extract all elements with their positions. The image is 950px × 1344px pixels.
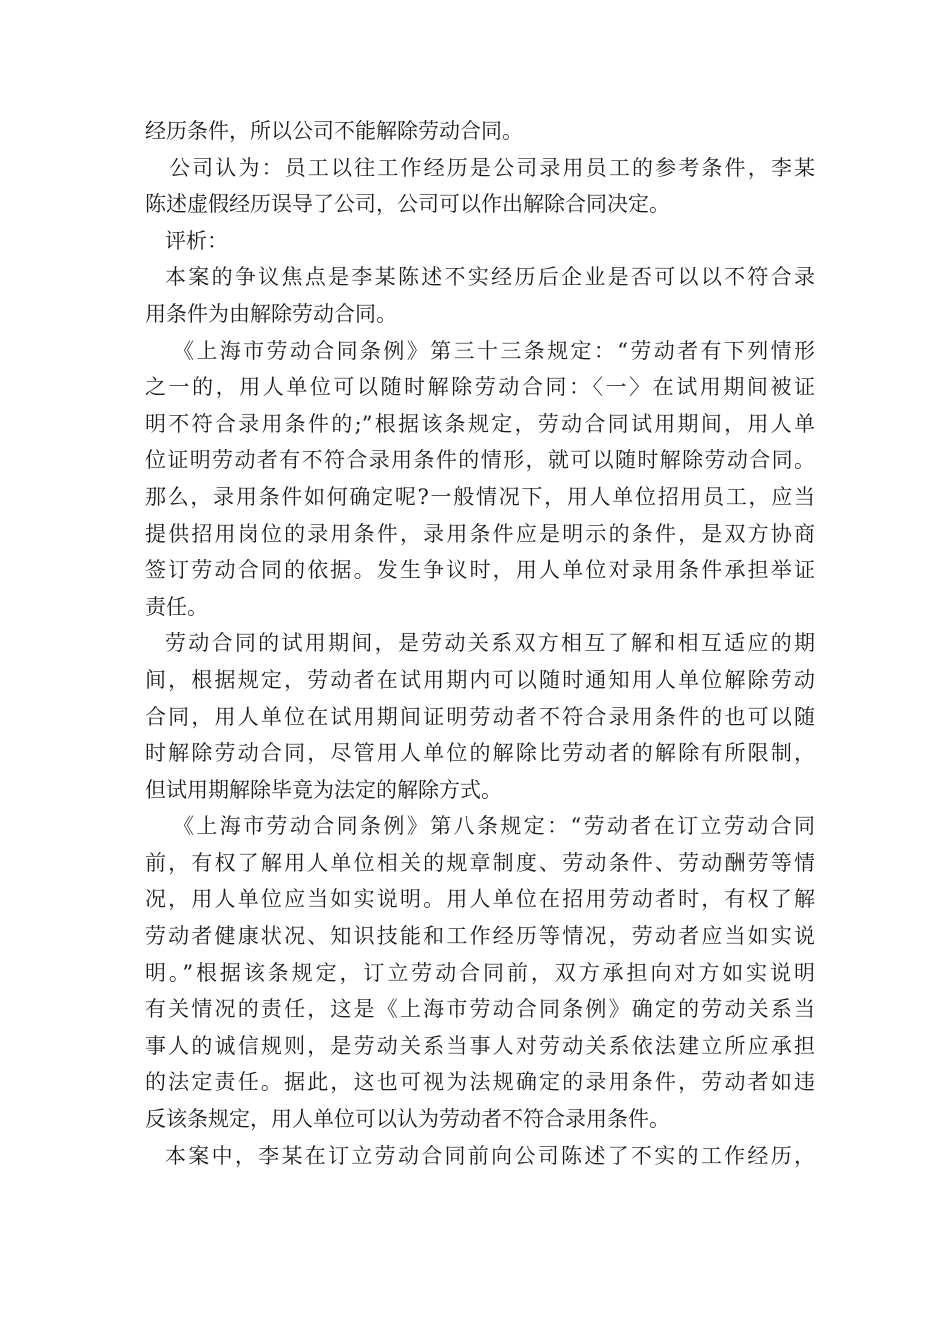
text-line: 签订劳动合同的依据。发生争议时，用人单位对录用条件承担举证	[145, 558, 815, 583]
text-line: 前，有权了解用人单位相关的规章制度、劳动条件、劳动酬劳等情	[145, 850, 815, 875]
text-line: 况，用人单位应当如实说明。用人单位在招用劳动者时，有权了解	[145, 887, 815, 912]
text-line: 用条件为由解除劳动合同。	[145, 301, 397, 326]
paragraph-start-line: 《上海市劳动合同条例》第八条规定：“劳动者在订立劳动合同	[173, 814, 815, 839]
text-line: 的法定责任。据此，这也可视为法规确定的录用条件，劳动者如违	[145, 1070, 815, 1095]
document-body	[145, 113, 815, 1174]
paragraph-start-line: 本案的争议焦点是李某陈述不实经历后企业是否可以以不符合录	[165, 265, 815, 290]
text-line: 明。”根据该条规定，订立劳动合同前，双方承担向对方如实说明	[145, 960, 815, 985]
text-line: 有关情况的责任，这是《上海市劳动合同条例》确定的劳动关系当	[145, 997, 815, 1022]
text-line: 之一的，用人单位可以随时解除劳动合同：〈一〉在试用期间被证	[145, 375, 815, 400]
text-line: 陈述虚假经历误导了公司，公司可以作出解除合同决定。	[145, 192, 670, 217]
text-line: 时解除劳动合同，尽管用人单位的解除比劳动者的解除有所限制，	[145, 741, 815, 766]
text-line: 那么，录用条件如何确定呢?一般情况下，用人单位招用员工，应当	[145, 484, 815, 509]
paragraph-start-line: 《上海市劳动合同条例》第三十三条规定：“劳动者有下列情形	[173, 338, 815, 363]
text-line: 经历条件，所以公司不能解除劳动合同。	[145, 119, 523, 143]
text-line: 劳动者健康状况、知识技能和工作经历等情况，劳动者应当如实说	[145, 924, 815, 949]
text-line: 位证明劳动者有不符合录用条件的情形，就可以随时解除劳动合同。	[145, 448, 815, 473]
text-line: 间，根据规定，劳动者在试用期内可以随时通知用人单位解除劳动	[145, 667, 815, 692]
text-line: 合同，用人单位在试用期间证明劳动者不符合录用条件的也可以随	[145, 704, 815, 729]
paragraph-start-line: 劳动合同的试用期间，是劳动关系双方相互了解和相互适应的期	[165, 631, 815, 656]
text-line: 但试用期解除毕竟为法定的解除方式。	[145, 777, 502, 802]
text-line: 反该条规定，用人单位可以认为劳动者不符合录用条件。	[145, 1107, 670, 1132]
text-line: 明不符合录用条件的;”根据该条规定，劳动合同试用期间，用人单	[145, 411, 815, 436]
section-heading: 评析：	[165, 228, 228, 253]
text-line: 提供招用岗位的录用条件，录用条件应是明示的条件，是双方协商	[145, 521, 815, 546]
paragraph-start-line: 公司认为：员工以往工作经历是公司录用员工的参考条件，李某	[169, 155, 815, 180]
text-line: 责任。	[145, 594, 208, 619]
paragraph-start-line: 本案中，李某在订立劳动合同前向公司陈述了不实的工作经历，	[165, 1143, 815, 1168]
text-line: 事人的诚信规则，是劳动关系当事人对劳动关系依法建立所应承担	[145, 1033, 815, 1058]
